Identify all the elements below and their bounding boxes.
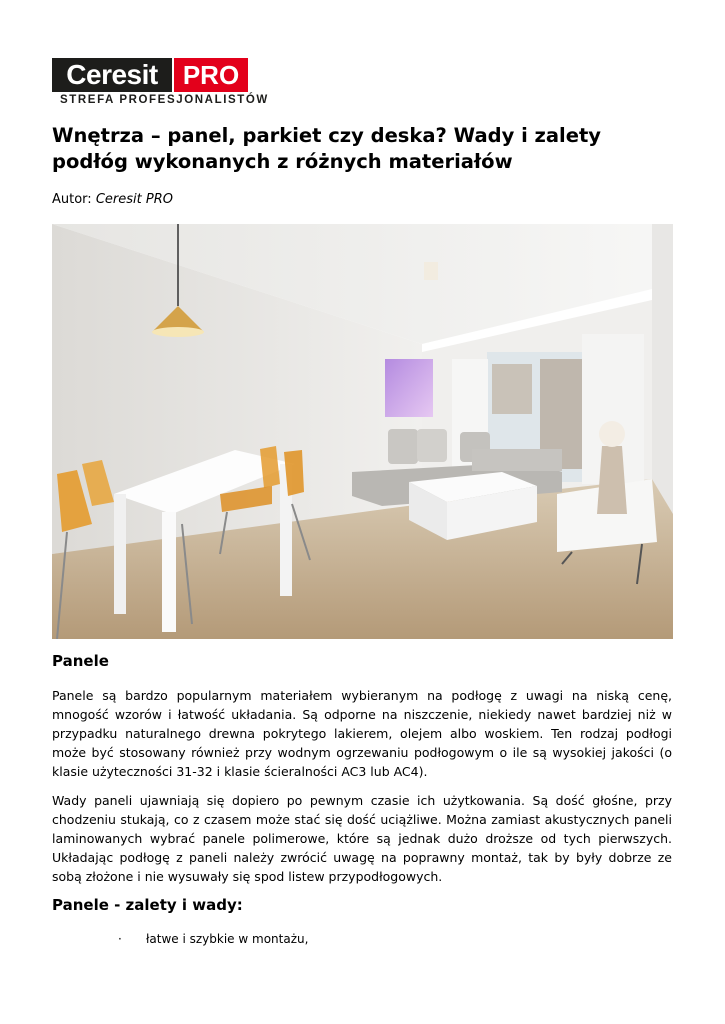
list-item: łatwe i szybkie w montażu, (146, 932, 309, 946)
section-heading-panele: Panele (52, 652, 109, 670)
living-room-illustration (52, 224, 673, 639)
logo-tagline: STREFA PROFESJONALISTÓW (60, 94, 269, 106)
logo-brand: Ceresit (52, 58, 172, 92)
living-room-photo (52, 224, 673, 639)
logo-badge: PRO (174, 58, 248, 92)
author-line (52, 192, 173, 207)
paragraph-panele-2: Wady paneli ujawniają się dopiero po pewnym czasie ich użytkowania. Są dość głośne, przy chodzeniu stukają, co z czasem może stać się dość uciążliwe. Można zamiast akustycznych paneli laminowanych wybrać panele polimerowe, które są jednak dużo droższe od tych pierwszych. Układając podłogę z paneli należy zwrócić uwagę na poprawny montaż, tak by były dobrze ze sobą złożone i nie wysuwały się spod listew przypodłogowych. (52, 793, 672, 884)
article-title: Wnętrza – panel, parkiet czy deska? Wady i zalety podłóg wykonanych z różnych materiałów (52, 124, 601, 173)
paragraph-panele-1: Panele są bardzo popularnym materiałem wybieranym na podłogę z uwagi na niską cenę, mnogość wzorów i łatwość układania. Są odporne na niszczenie, niekiedy nawet bardziej niż w przypadku naturalnego drewna pokrytego lakierem, olejem albo woskiem. Ten rodzaj podłogi może być stosowany również przy wodnym ogrzewaniu podłogowym o ile są wysokiej jakości (o klasie użyteczności 31-32 i klasie ścieralności AC3 lub AC4). (52, 688, 672, 779)
ceresit-pro-logo (52, 58, 269, 108)
bullet-marker: · (118, 932, 122, 946)
author-name: Ceresit PRO (95, 192, 173, 207)
section-heading-zalety-wady: Panele - zalety i wady: (52, 896, 243, 914)
author-label: Autor: (52, 192, 92, 207)
